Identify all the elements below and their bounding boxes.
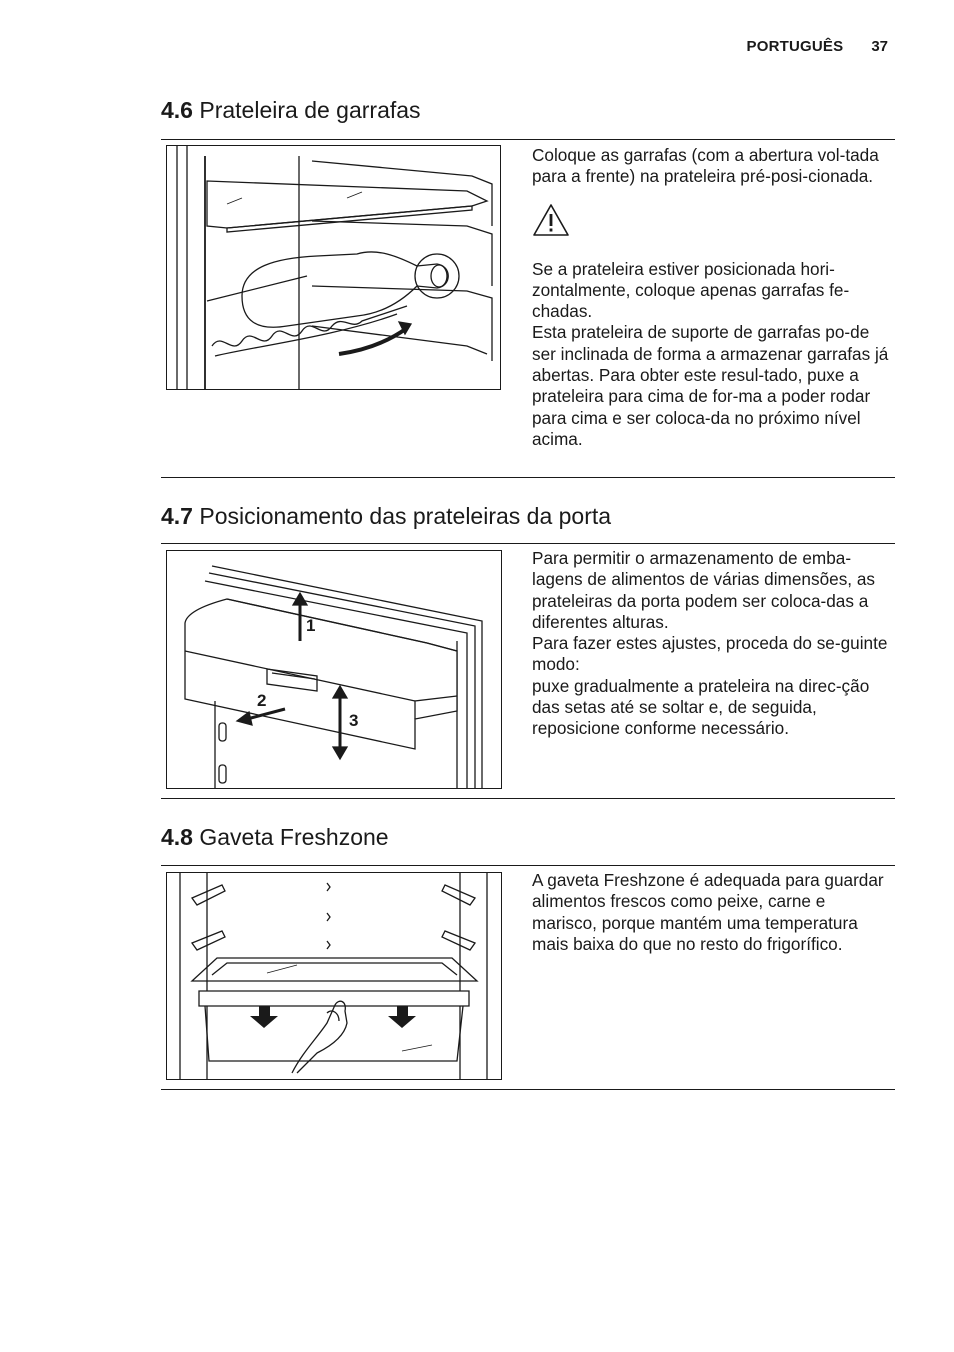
section-bottom-rule [161,477,895,478]
section-title-text: Prateleira de garrafas [199,97,421,123]
page-header [747,38,889,55]
freshzone-drawer-illustration [166,872,502,1080]
page-number: 37 [871,38,888,55]
paragraph: Coloque as garrafas (com a abertura vol-tada para a frente) na prateleira pré-posi-cionada. [532,145,879,187]
section-text [532,870,890,955]
paragraph: Para permitir o armazenamento de emba-lagens de alimentos de várias dimensões, as prateleiras da porta podem ser coloca-das a diferentes alturas. [532,548,875,632]
door-shelf-illustration [166,550,502,789]
section-title-text: Posicionamento das prateleiras da porta [199,503,612,529]
section-bottom-rule [161,798,895,799]
paragraph: Se a prateleira estiver posicionada hori-zontalmente, coloque apenas garrafas fe-chadas. [532,258,850,322]
figure-label-2: 2 [257,691,267,710]
section-title [161,97,421,124]
paragraph: puxe gradualmente a prateleira na direc-ção das setas até se soltar e, de seguida, reposicione conforme necessário. [532,675,870,739]
section-top-rule [161,139,895,140]
section-top-rule [161,543,895,544]
paragraph: Para fazer estes ajustes, proceda do se-guinte modo: [532,633,888,675]
section-bottom-rule [161,1089,895,1090]
figure-label-3: 3 [349,711,359,730]
section-title [161,824,389,851]
section-number: 4.8 [161,824,193,850]
section-number: 4.6 [161,97,193,123]
section-top-rule [161,865,895,866]
section-title-text: Gaveta Freshzone [199,824,389,850]
language-label: PORTUGUÊS [746,38,844,55]
section-number: 4.7 [161,503,193,529]
warning-triangle-icon [532,203,570,237]
paragraph: Esta prateleira de suporte de garrafas po-de ser inclinada de forma a armazenar garrafas já abertas. Para obter este resul-tado, puxe a prateleira para cima de for-ma a poder rodar para cima e ser coloca-da no próximo nível acima. [532,322,889,449]
section-title [161,503,611,530]
figure-label-1: 1 [306,616,316,635]
bottle-shelf-illustration [166,145,501,390]
paragraph: A gaveta Freshzone é adequada para guardar alimentos frescos como peixe, carne e marisco, porque mantém uma temperatura mais baixa do que no resto do frigorífico. [532,870,884,954]
section-text [532,145,890,450]
section-text [532,548,890,740]
